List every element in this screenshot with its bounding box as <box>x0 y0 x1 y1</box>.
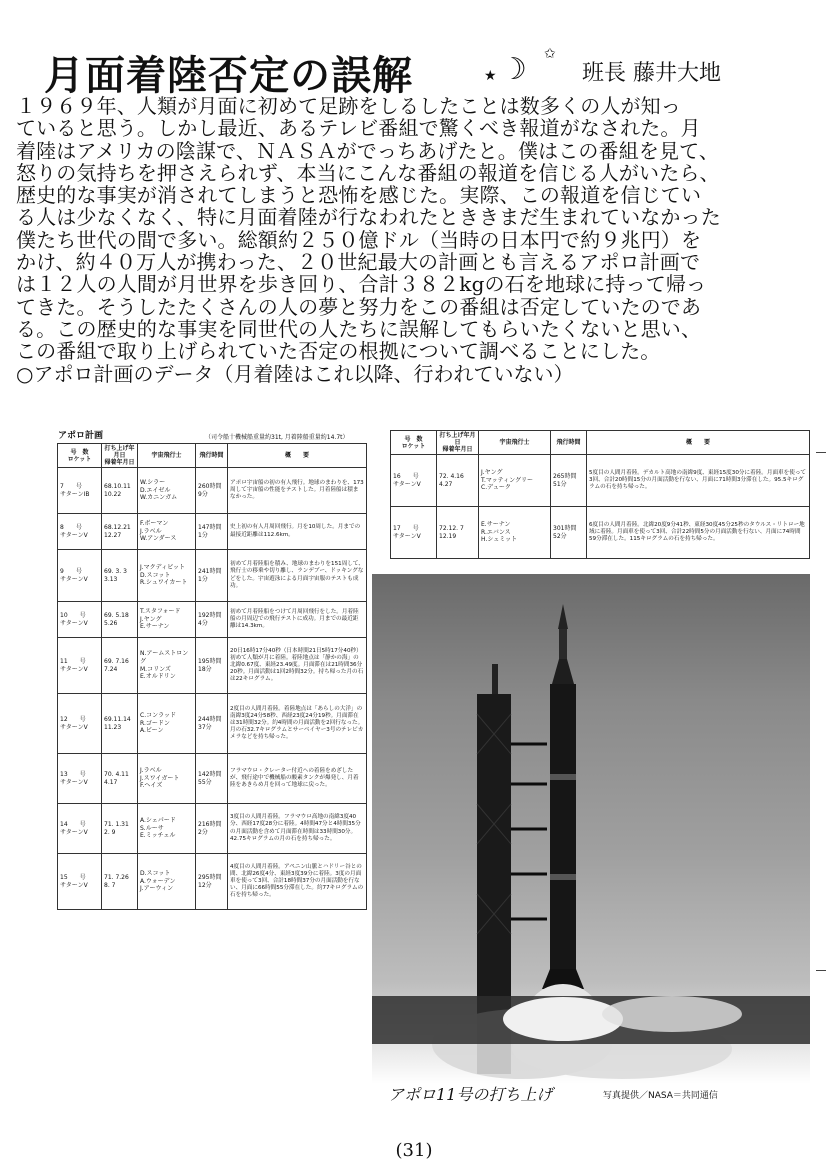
cell-time: 147時間1分 <box>196 514 228 550</box>
apollo-table-left <box>57 443 367 910</box>
cell-summary: 初めて月着陸船をつけて月周回飛行をした。月着陸船の月周辺での飛行テストに成功。月までの最近距離は14.3km。 <box>228 602 367 638</box>
cell-summary: フラマウロ・クレーター付近への着陸をめざしたが、飛行途中で機械船の酸素タンクが爆発し、月着陸をあきらめ月を回って地球に戻った。 <box>228 754 367 804</box>
cell-time: 241時間1分 <box>196 550 228 602</box>
essay-line: る。この歴史的な事実を同世代の人たちに誤解してもらいたくないと思い、 <box>16 317 702 341</box>
cell-mission: 9 号 サターンⅤ <box>58 550 102 602</box>
essay-line: 着陸はアメリカの陰謀で、ＮＡＳＡがでっちあげたと。僕はこの番組を見て、 <box>16 139 720 162</box>
title-row <box>44 44 804 99</box>
essay-line: 僕たち世代の間で多い。総額約２５０億ドル（当時の日本円で約９兆円）を <box>16 228 702 252</box>
cell-crew: C.コンラッド R.ゴードン A.ビーン <box>138 694 196 754</box>
cell-summary: 6度目の人間月着陸。北緯20度9分41秒、東経30度45分25秒のタウルス・リトロー地域に着陸。月面車を使って3回、合計22時間5分の月面活動を行ない、月面に74時間59分滞在した。115キログラムの石を持ち帰った。 <box>587 507 810 559</box>
cell-date: 71. 1.31 2. 9 <box>102 804 138 854</box>
cell-mission: 13 号 サターンⅤ <box>58 754 102 804</box>
essay-line: 怒りの気持ちを押さえられず、本当にこんな番組の報道を信じる人がいたら、 <box>16 161 720 185</box>
header-time: 飛行時間 <box>551 431 587 455</box>
table-row <box>391 507 810 559</box>
star-icon: ✩ <box>544 46 556 62</box>
cell-mission: 16 号 サターンⅤ <box>391 455 437 507</box>
table-note: （司令船十機械船重量約31t, 月着陸船重量約14.7t） <box>205 434 349 441</box>
cell-mission: 11 号 サターンⅤ <box>58 638 102 694</box>
cell-summary: アポロ宇宙船の初の有人飛行。地球のまわりを、173周して宇宙船の性能をテストした。月着陸船は積まなかった。 <box>228 468 367 514</box>
cell-crew: D.スコット A.ウォーデン J.アーウィン <box>138 854 196 910</box>
cell-summary: 2度目の人間月着陸。着陸地点は「あらしの大洋」の南緯3度24分58秒、西経23度24分19秒。月面滞在は31時間32分。約4時間の月面活動を2回行なった。月の石32.7キログラムとサーベイヤー3号のテレビカメラなどを持ち帰った。 <box>228 694 367 754</box>
table-row <box>58 468 367 514</box>
margin-tick <box>816 452 826 453</box>
page-number: (31) <box>395 1140 433 1161</box>
table-row <box>58 550 367 602</box>
cell-time: 301時間52分 <box>551 507 587 559</box>
page-title: 月面着陸否定の誤解 <box>44 52 413 99</box>
table-row <box>58 514 367 550</box>
header-summary: 概 要 <box>228 444 367 468</box>
essay-line: る人は少なくなく、特に月面着陸が行なわれたとききまだ生まれていなかった <box>16 206 721 229</box>
cell-time: 244時間37分 <box>196 694 228 754</box>
essay-line: １９６９年、人類が月面に初めて足跡をしるしたことは数多くの人が知っ <box>16 95 681 118</box>
apollo-table-right <box>390 430 810 559</box>
essay-line: 歴史的な事実が消されてしまうと恐怖を感じた。実際、この報道を信じてい <box>16 184 702 207</box>
cell-crew: J.マクディビット D.スコット R.シュワイカート <box>138 550 196 602</box>
cell-date: 70. 4.11 4.17 <box>102 754 138 804</box>
table-row <box>58 638 367 694</box>
cell-crew: W.シラー D.エイゼル W.カニンガム <box>138 468 196 514</box>
essay-line: てきた。そうしたたくさんの人の夢と努力をこの番組は否定していたのであ <box>16 295 702 318</box>
table-row <box>58 754 367 804</box>
cell-summary: 3度目の人間月着陸。フラマウロ高地の南緯3度40分、西経17度28分に着陸。4時間47分と4時間35分の月面活動を含めて月面滞在時間は33時間30分。42.75キログラムの月の石を持ち帰った。 <box>228 804 367 854</box>
crescent-moon-icon: ☽ <box>500 52 527 87</box>
essay-line: かけ、約４０万人が携わった、２０世紀最大の計画とも言えるアポロ計画で <box>16 251 701 274</box>
table-row <box>58 694 367 754</box>
cell-time: 142時間55分 <box>196 754 228 804</box>
cell-mission: 15 号 サターンⅤ <box>58 854 102 910</box>
header-crew: 宇宙飛行士 <box>138 444 196 468</box>
author: 班長 藤井大地 <box>582 61 721 86</box>
cell-mission: 12 号 サターンⅤ <box>58 694 102 754</box>
cell-date: 69. 7.16 7.24 <box>102 638 138 694</box>
header-mission: 号 数 ロケット <box>58 444 102 468</box>
cell-crew: A.シェパード S.ルーサ E.ミッチェル <box>138 804 196 854</box>
cell-date: 69.11.14 11.23 <box>102 694 138 754</box>
cell-crew: F.ボーマン J.ラベル W.アンダース <box>138 514 196 550</box>
cell-crew: E.サーナン R.エバンス H.シュミット <box>479 507 551 559</box>
cell-mission: 10 号 サターンⅤ <box>58 602 102 638</box>
data-heading: ○アポロ計画のデータ（月着陸はこれ以降、行われていない） <box>16 361 574 386</box>
header-summary: 概 要 <box>587 431 810 455</box>
cell-summary: 5度目の人間月着陸。デカルト高地の南緯9度、東経15度30分に着陸。月面車を使って3回、合計20時間15分の月面活動を行ない、月面に71時間3分滞在した。95.5キログラムの石を持ち帰った。 <box>587 455 810 507</box>
cell-summary: 20日16時17分40秒（日本時間21日5時17分40秒）初めて人類が月に着陸。着陸地点は「静かの海」の北緯0.67度、東経23.49度。月面滞在は21時間36分20秒。月面活動は1回2時間32分。持ち帰った月の石は22キログラム。 <box>228 638 367 694</box>
star-icon: ★ <box>484 68 497 84</box>
cell-date: 69. 3. 3 3.13 <box>102 550 138 602</box>
rocket-launch-illustration <box>372 574 810 1084</box>
cell-summary: 4度目の人間月着陸。アペニン山脈とハドリー谷との間、北緯26度4分、東経3度39分に着陸。3度の月面車を使って3回、合計18時間37分の月面活動を行ない、月面に66時間55分滞在した。約77キログラムの石を持ち帰った。 <box>228 854 367 910</box>
cell-date: 72. 4.16 4.27 <box>437 455 479 507</box>
header-mission: 号 数 ロケット <box>391 431 437 455</box>
cell-crew: T.スタフォード J.ヤング E.サーナン <box>138 602 196 638</box>
essay-line: ていると思う。しかし最近、あるテレビ番組で驚くべき報道がなされた。月 <box>16 117 701 140</box>
essay-line: は１２人の人間が月世界を歩き回り、合計３８２kgの石を地球に持って帰っ <box>16 273 707 296</box>
table-row <box>58 854 367 910</box>
essay-body <box>16 95 816 385</box>
table-caption: アポロ計画 <box>58 431 104 441</box>
cell-mission: 14 号 サターンⅤ <box>58 804 102 854</box>
cell-date: 69. 5.18 5.26 <box>102 602 138 638</box>
margin-tick <box>816 970 826 971</box>
cell-time: 192時間4分 <box>196 602 228 638</box>
cell-date: 71. 7.26 8. 7 <box>102 854 138 910</box>
cell-time: 260時間9分 <box>196 468 228 514</box>
essay-line: この番組で取り上げられていた否定の根拠について調べることにした。 <box>16 340 661 363</box>
cell-time: 216時間2分 <box>196 804 228 854</box>
photo-credit: 写真提供／NASA＝共同通信 <box>603 1091 718 1101</box>
cell-mission: 8 号 サターンⅤ <box>58 514 102 550</box>
header-date: 打ち上げ年月日 帰着年月日 <box>102 444 138 468</box>
table-row <box>391 455 810 507</box>
header-date: 打ち上げ年月日 帰着年月日 <box>437 431 479 455</box>
cell-crew: J.ラベル J.スワイガート F.ヘイズ <box>138 754 196 804</box>
cell-date: 68.10.11 10.22 <box>102 468 138 514</box>
cell-time: 265時間51分 <box>551 455 587 507</box>
cell-crew: N.アームストロング M.コリンズ E.オルドリン <box>138 638 196 694</box>
photo-caption: アポロ11号の打ち上げ <box>388 1085 553 1104</box>
cell-mission: 17 号 サターンⅤ <box>391 507 437 559</box>
header-time: 飛行時間 <box>196 444 228 468</box>
cell-summary: 史上初の有人月周回飛行。月を10周した。月までの最接近距離は112.6km。 <box>228 514 367 550</box>
cell-summary: 初めて月着陸船を積み、地球のまわりを151周して、飛行士の移乗や切り離し、ランデブー、ドッキングなどをした。宇宙遊泳による月面宇宙服のテストも成功。 <box>228 550 367 602</box>
header-crew: 宇宙飛行士 <box>479 431 551 455</box>
launch-photo <box>372 574 810 1084</box>
cell-time: 195時間18分 <box>196 638 228 694</box>
cell-crew: J.ヤング T.マッティングリー C.デューク <box>479 455 551 507</box>
cell-date: 72.12. 7 12.19 <box>437 507 479 559</box>
cell-mission: 7 号 サターンⅠB <box>58 468 102 514</box>
cell-time: 295時間12分 <box>196 854 228 910</box>
table-row <box>58 602 367 638</box>
cell-date: 68.12.21 12.27 <box>102 514 138 550</box>
table-row <box>58 804 367 854</box>
